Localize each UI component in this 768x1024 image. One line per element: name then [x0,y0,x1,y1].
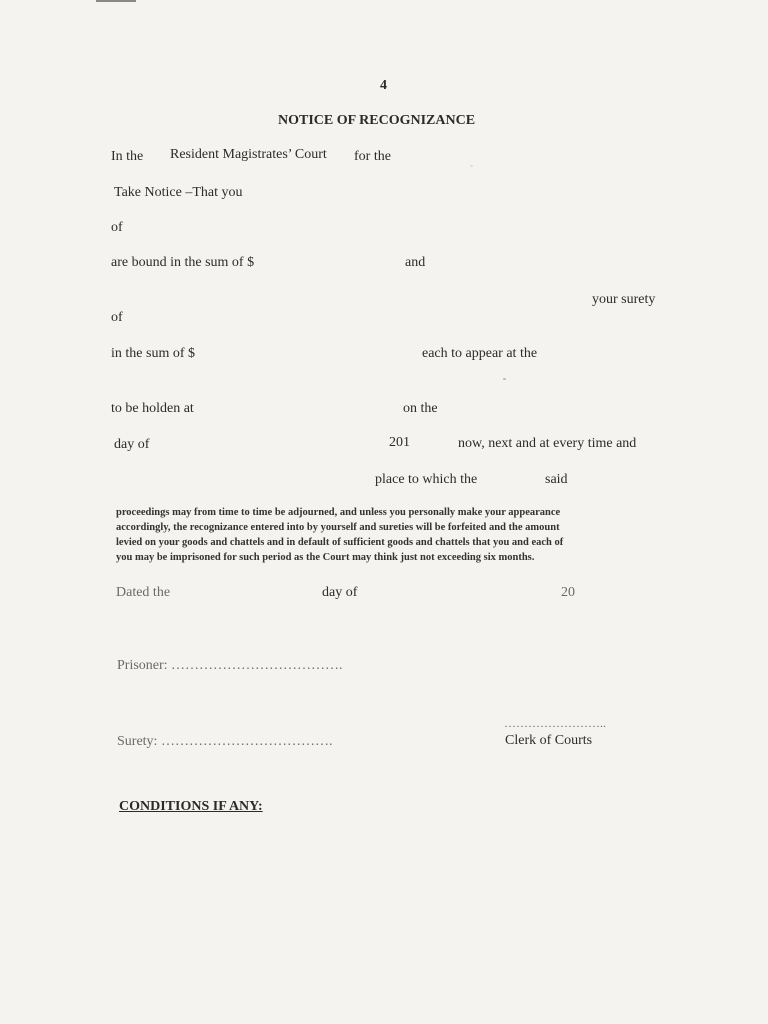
paragraph-line: levied on your goods and chattels and in default of sufficient goods and chattels that you and each of [116,537,564,548]
your-surety: your surety [592,292,656,307]
label-of-2: of [111,310,123,325]
now-next: now, next and at every time and [458,436,637,451]
on-the: on the [403,401,438,416]
day-of-1: day of [114,437,150,452]
clerk-signature-dots: …………………….. [504,716,606,730]
year-20: 20 [561,585,575,600]
conditions-heading: CONDITIONS IF ANY: [119,799,263,814]
surety-sum: in the sum of $ [111,346,195,361]
clerk-of-courts: Clerk of Courts [505,733,593,748]
label-of-1: of [111,220,123,235]
prisoner-signature-line: Prisoner: ………………………………. [117,658,343,673]
scan-artifact [96,0,136,2]
paragraph-line: you may be imprisoned for such period as the Court may think just not exceeding six months. [116,552,535,563]
paragraph-line: proceedings may from time to time be adjourned, and unless you personally make your appearance [116,507,561,518]
line-for-the: for the [354,149,391,164]
dated-the: Dated the [116,585,171,600]
surety-signature-line: Surety: ………………………………. [117,734,333,749]
conditions-paragraph [116,505,676,565]
place-to-which: place to which the [375,472,478,487]
bound-sum: are bound in the sum of $ [111,255,255,270]
label-and: and [405,255,426,270]
page-number: 4 [380,78,387,93]
label-said: said [545,472,568,487]
line-in-the: In the [111,149,144,164]
appear-at: each to appear at the [422,346,538,361]
year-201: 201 [389,435,410,450]
holden-at: to be holden at [111,401,194,416]
scan-speck [470,165,473,167]
page-title: NOTICE OF RECOGNIZANCE [278,113,476,128]
scan-speck [503,378,506,380]
take-notice: Take Notice –That you [114,185,243,200]
paragraph-line: accordingly, the recognizance entered into by yourself and sureties will be forfeited and the amount [116,522,560,533]
day-of-2: day of [322,585,358,600]
court-name: Resident Magistrates’ Court [170,147,327,162]
